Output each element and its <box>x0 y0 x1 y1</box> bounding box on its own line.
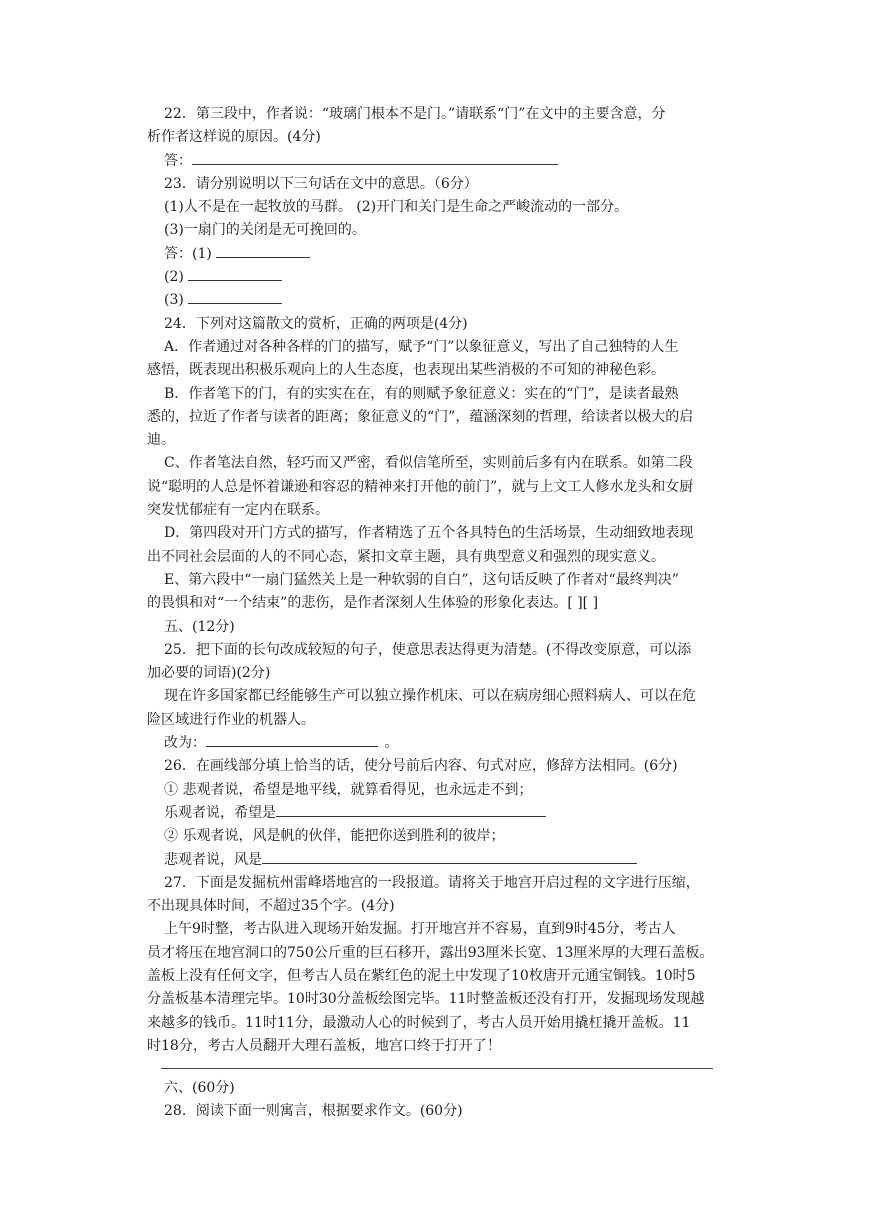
q26-item-1-blank[interactable] <box>276 802 546 817</box>
q25-line1: 25．把下面的长句改成较短的句子，使意思表达得更为清楚。(不得改变原意，可以添 <box>164 641 692 658</box>
q23-answer-3-blank[interactable] <box>188 289 282 304</box>
q24-option-b-line1: B．作者笔下的门，有的实实在在，有的则赋予象征意义：实在的“门”，是读者最熟 <box>164 385 679 402</box>
q24-option-e-line1: E、第六段中“一扇门猛然关上是一种软弱的自白”，这句话反映了作者对“最终判决” <box>164 571 679 588</box>
q25-answer-line <box>147 732 741 755</box>
q27-para-line3: 盖板上没有任何文字，但考古人员在紫红色的泥土中发现了10枚唐开元通宝铜钱。10时5 <box>147 967 696 984</box>
q22-answer-label: 答： <box>164 152 192 169</box>
q26-item-2-answer-line <box>147 849 741 872</box>
q26-item-1-answer-line <box>147 802 741 825</box>
q22-line1: 22．第三段中，作者说：“玻璃门根本不是门。”请联系“门”在文中的主要含意，分 <box>164 106 666 122</box>
q24-option-d-line2: 出不同社会层面的人的不同心态，紧扣文章主题，具有典型意义和强烈的现实意义。 <box>147 548 665 565</box>
q26-item-1-answer-label: 乐观者说，希望是 <box>164 804 276 821</box>
q25-line2: 加必要的词语)(2分) <box>147 665 271 682</box>
q23-title: 23．请分别说明以下三句话在文中的意思。（6分） <box>164 175 478 192</box>
q27-line1: 27．下面是发掘杭州雷峰塔地宫的一段报道。请将关于地宫开启过程的文字进行压缩， <box>164 874 700 891</box>
q25-text-line2: 险区域进行作业的机器人。 <box>147 711 315 728</box>
q24-option-a-line2: 感悟，既表现出积极乐观向上的人生态度，也表现出某些消极的不可知的神秘色彩。 <box>147 362 665 379</box>
q23-items-1-2: (1)人不是在一起牧放的马群。 (2)开门和关门是生命之严峻流动的一部分。 <box>164 199 629 216</box>
q27-line2: 不出现具体时间，不超过35个字。(4分) <box>147 898 395 915</box>
q24-title: 24．下列对这篇散文的赏析，正确的两项是(4分) <box>164 315 468 332</box>
q23-answer-1 <box>147 243 741 266</box>
q23-answer-2 <box>147 266 741 289</box>
q27-para-line4: 分盖板基本清理完毕。10时30分盖板绘图完毕。11时整盖板还没有打开，发掘现场发现越 <box>147 991 705 1008</box>
q24-option-e-line2: 的畏惧和对“一个结束”的悲伤，是作者深刻人生体验的形象化表达。[ ][ ] <box>147 595 599 612</box>
q27-answer-blank-line[interactable] <box>161 1068 713 1069</box>
q28-title: 28．阅读下面一则寓言，根据要求作文。(60分) <box>164 1103 463 1120</box>
q24-option-b-line2: 悉的，拉近了作者与读者的距离；象征意义的“门”，蕴涵深刻的哲理，给读者以极大的启 <box>147 408 694 425</box>
q25-answer-blank[interactable] <box>206 732 378 747</box>
q25-answer-label: 改为： <box>164 735 206 752</box>
q24-option-c-line2: 说“聪明的人总是怀着谦逊和容忍的精神来打开他的前门”，就与上文工人修水龙头和女厨 <box>147 478 694 495</box>
q23-answer-1-label: 答：(1) <box>164 245 212 262</box>
q22-line2: 析作者这样说的原因。(4分) <box>147 129 321 146</box>
q23-answer-3-label: (3) <box>164 292 184 309</box>
q23-item-3: (3)一扇门的关闭是无可挽回的。 <box>164 222 366 239</box>
q27-para-line2: 员才将压在地宫洞口的750公斤重的巨石移开，露出93厘米长宽、13厘米厚的大理石盖板。 <box>147 944 714 961</box>
q22-answer-line <box>147 150 741 173</box>
q26-item-1: ① 悲观者说，希望是地平线，就算看得见，也永远走不到； <box>164 781 533 798</box>
q24-option-d-line1: D．第四段对开门方式的描写，作者精选了五个各具特色的生活场景，生动细致地表现 <box>164 525 694 542</box>
q24-option-a-line1: A．作者通过对各种各样的门的描写，赋予“门”以象征意义，写出了自己独特的人生 <box>164 338 679 355</box>
q23-answer-1-blank[interactable] <box>216 243 310 258</box>
q26-item-2-answer-label: 悲观者说，风是 <box>164 851 262 868</box>
q24-option-b-line3: 迪。 <box>147 432 175 449</box>
q26-item-2-blank[interactable] <box>262 849 637 864</box>
q24-option-c-line3: 突发忧郁症有一定内在联系。 <box>147 502 329 519</box>
q27-para-line5: 来越多的钱币。11时11分，最激动人心的时候到了，考古人员开始用撬杠撬开盖板。11 <box>147 1014 691 1031</box>
q25-answer-end: 。 <box>384 735 399 752</box>
q23-answer-2-label: (2) <box>164 269 184 286</box>
q26-item-2: ② 乐观者说，风是帆的伙伴，能把你送到胜利的彼岸； <box>164 828 505 845</box>
q23-answer-2-blank[interactable] <box>188 266 282 281</box>
q27-para-line1: 上午9时整，考古队进入现场开始发掘。打开地宫并不容易，直到9时45分，考古人 <box>164 921 676 938</box>
q22-answer-blank[interactable] <box>192 150 558 165</box>
q26-title: 26．在画线部分填上恰当的话，使分号前后内容、句式对应，修辞方法相同。(6分) <box>164 758 678 775</box>
exam-page <box>147 103 741 1124</box>
q24-option-c-line1: C、作者笔法自然，轻巧而又严密，看似信笔所至，实则前后多有内在联系。如第二段 <box>164 455 693 472</box>
q25-text-line1: 现在许多国家都已经能够生产可以独立操作机床、可以在病房细心照料病人、可以在危 <box>164 688 696 705</box>
q23-answer-3 <box>147 289 741 312</box>
section-6-title: 六、(60分) <box>164 1080 235 1097</box>
section-5-title: 五、(12分) <box>164 618 235 635</box>
q27-para-line6: 时18分，考古人员翻开大理石盖板，地宫口终于打开了！ <box>147 1037 501 1054</box>
